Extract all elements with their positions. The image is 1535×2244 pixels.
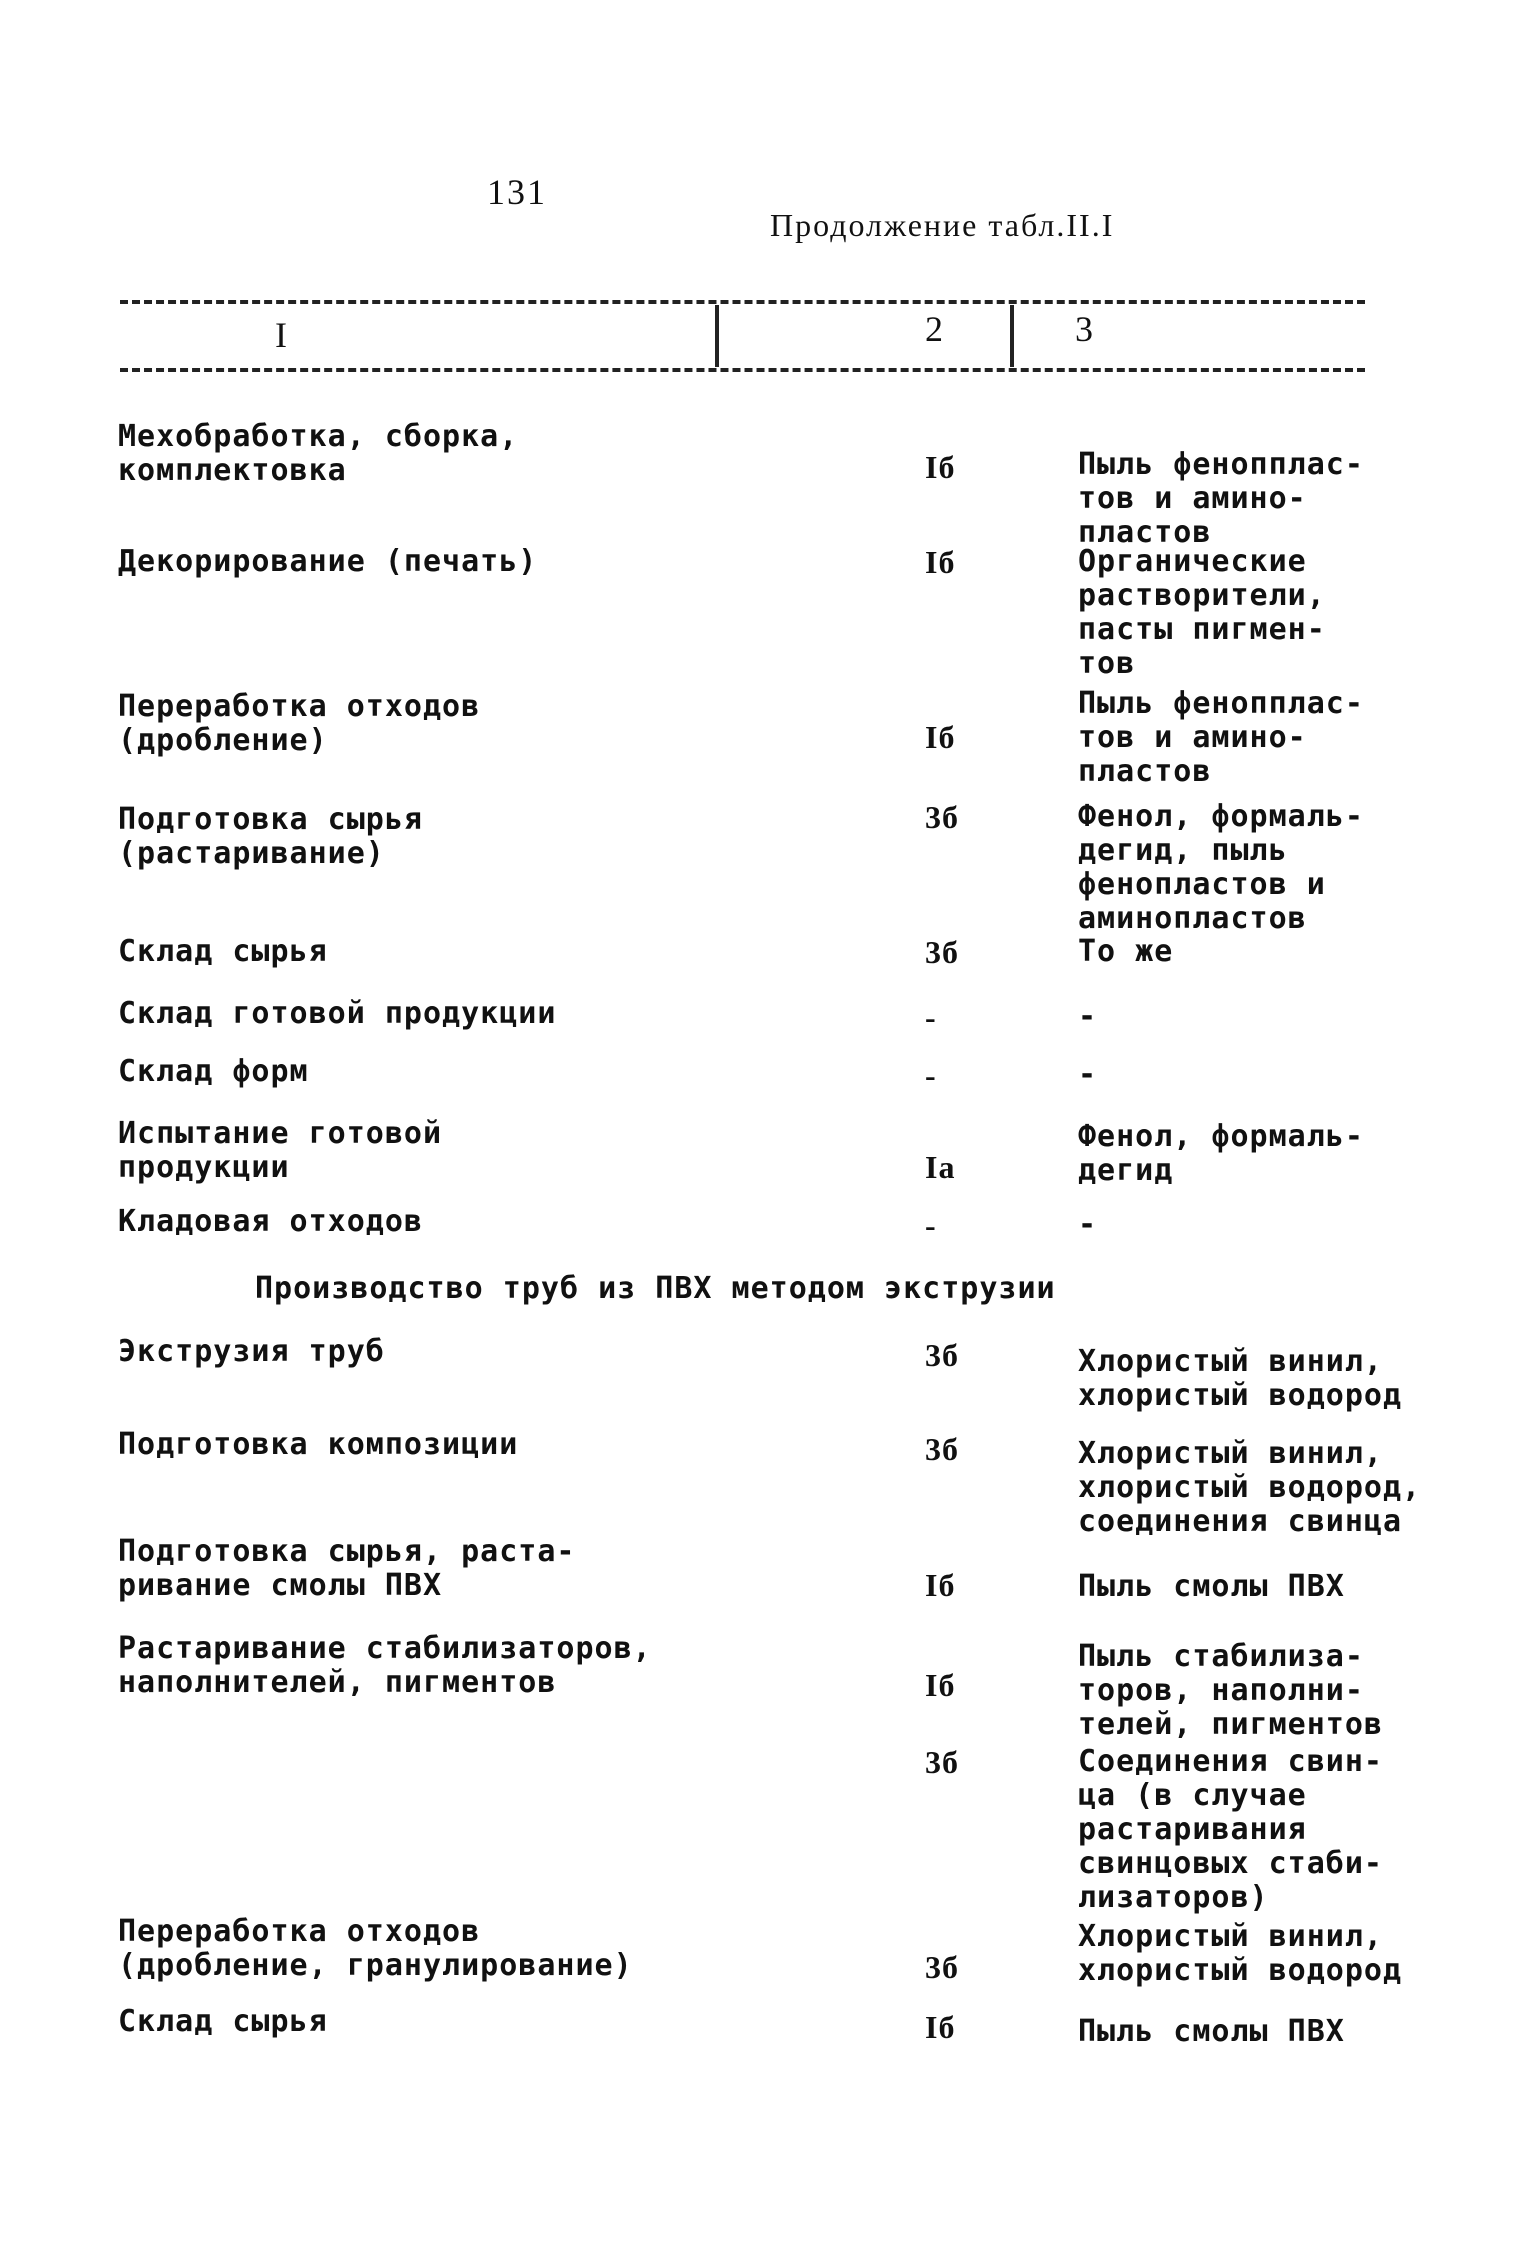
row-16-substance: Пыль смолы ПВХ [1078, 2014, 1345, 2049]
row-3-name: Переработка отходов (дробление) [118, 689, 481, 758]
column-header-2: 2 [925, 309, 945, 349]
row-13-substance: Пыль стабилиза- торов, наполни- телей, пигментов [1078, 1639, 1383, 1742]
row-15-name: Переработка отходов (дробление, гранулирование) [118, 1914, 633, 1983]
row-5-substance: То же [1078, 934, 1174, 969]
row-3-class: Iб [925, 719, 956, 755]
row-1-class: Iб [925, 449, 956, 485]
row-3-substance: Пыль фенопплас- тов и амино- пластов [1078, 686, 1364, 789]
page-number: 131 [487, 172, 547, 212]
column-divider-1 [715, 305, 719, 367]
row-6-name: Склад готовой продукции [118, 996, 557, 1031]
row-7-name: Склад форм [118, 1054, 309, 1089]
row-7-class: - [925, 1057, 937, 1093]
row-2-class: Iб [925, 544, 956, 580]
row-16-class: Iб [925, 2009, 956, 2045]
row-9-substance: - [1078, 1207, 1098, 1242]
row-1-name: Мехобработка, сборка, комплектовка [118, 419, 519, 488]
column-header-1: I [275, 315, 289, 355]
row-8-name: Испытание готовой продукции [118, 1116, 443, 1185]
row-9-name: Кладовая отходов [118, 1204, 423, 1239]
row-11-substance: Хлористый винил, хлористый водород, соединения свинца [1078, 1436, 1422, 1539]
row-13-name: Растаривание стабилизаторов, наполнителей, пигментов [118, 1631, 652, 1700]
row-6-class: - [925, 999, 937, 1035]
row-10-class: 3б [925, 1337, 959, 1373]
column-header-3: 3 [1075, 309, 1095, 349]
table-top-rule [120, 300, 1365, 304]
table-header-rule [120, 368, 1365, 372]
table-caption: Продолжение табл.II.I [770, 207, 1115, 243]
row-13-class: Iб [925, 1667, 956, 1703]
row-11-class: 3б [925, 1431, 959, 1467]
row-2-name: Декорирование (печать) [118, 544, 538, 579]
row-10-name: Экструзия труб [118, 1334, 385, 1369]
row-7-substance: - [1078, 1057, 1098, 1092]
row-12-class: Iб [925, 1567, 956, 1603]
row-10-substance: Хлористый винил, хлористый водород [1078, 1344, 1403, 1413]
row-15-class: 3б [925, 1949, 959, 1985]
section-title: Производство труб из ПВХ методом экструзии [255, 1271, 1056, 1306]
row-15-substance: Хлористый винил, хлористый водород [1078, 1919, 1403, 1988]
row-6-substance: - [1078, 999, 1098, 1034]
row-4-name: Подготовка сырья (растаривание) [118, 802, 423, 871]
row-14-class: 3б [925, 1744, 959, 1780]
row-12-name: Подготовка сырья, раста- ривание смолы ПВХ [118, 1534, 576, 1603]
row-1-substance: Пыль фенопплас- тов и амино- пластов [1078, 447, 1364, 550]
row-5-class: 3б [925, 934, 959, 970]
row-4-substance: Фенол, формаль- дегид, пыль фенопластов и аминопластов [1078, 799, 1364, 936]
row-5-name: Склад сырья [118, 934, 328, 969]
row-2-substance: Органические растворители, пасты пигмен- тов [1078, 544, 1326, 681]
row-9-class: - [925, 1207, 937, 1243]
row-12-substance: Пыль смолы ПВХ [1078, 1569, 1345, 1604]
row-8-substance: Фенол, формаль- дегид [1078, 1119, 1364, 1188]
row-8-class: Iа [925, 1149, 956, 1185]
row-14-substance: Соединения свин- ца (в случае растаривания свинцовых стаби- лизаторов) [1078, 1744, 1383, 1915]
column-divider-2 [1010, 305, 1014, 367]
row-4-class: 3б [925, 799, 959, 835]
row-16-name: Склад сырья [118, 2004, 328, 2039]
row-11-name: Подготовка композиции [118, 1427, 519, 1462]
